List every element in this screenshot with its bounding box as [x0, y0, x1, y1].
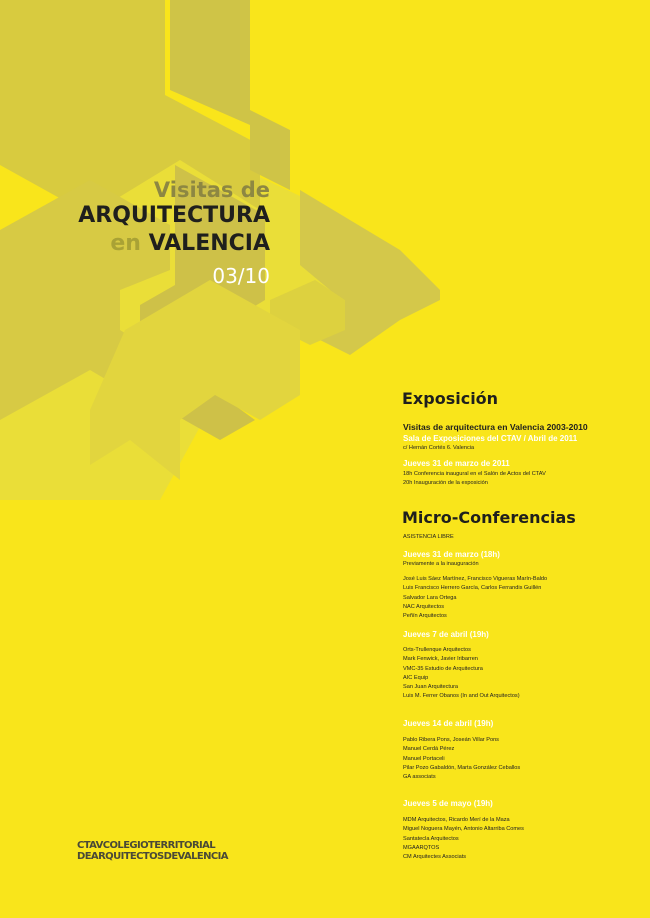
session-item: Luis M. Ferrer Obanos (In and Out Arquitectos)	[403, 693, 520, 700]
title-arquitectura: ARQUITECTURA	[78, 203, 270, 228]
session-item: Manuel Cerdá Pérez	[403, 746, 455, 753]
session-item: Pablo Ribera Pons, Joseán Villar Pons	[403, 737, 499, 743]
session-item: Luis Francisco Herrero García, Carlos Ferrandis Guillén	[403, 585, 542, 592]
session-item: José Luis Sáez Martínez, Francisco Vigueras Marín-Baldo	[403, 576, 548, 582]
session-item: Manuel Portaceli	[403, 755, 445, 762]
exposicion-heading: Exposición	[402, 389, 499, 408]
title-en-valencia	[110, 231, 270, 256]
session-item: AIC Equip	[403, 674, 429, 681]
ctav-logo	[77, 840, 228, 862]
title-en: en	[110, 231, 141, 256]
session-item: Peñín Arquitectos	[403, 613, 447, 620]
exposicion-date: Jueves 31 de marzo de 2011	[403, 459, 510, 468]
micro-heading: Micro-Conferencias	[402, 508, 576, 527]
session-item: MGAARQTOS	[403, 844, 440, 851]
title-date: 03/10	[212, 264, 270, 288]
micro-note: ASISTENCIA LIBRE	[403, 534, 454, 540]
logo-line: DEARQUITECTOSDEVALENCIA	[77, 851, 228, 862]
title-visitas-de: Visitas de	[153, 178, 270, 202]
session-date: Jueves 5 de mayo (19h)	[403, 799, 493, 808]
title-valencia: VALENCIA	[148, 231, 270, 256]
session-item: Salvador Lara Ortega	[403, 594, 457, 601]
session-item: VMC-35 Estudio de Arquitectura	[403, 665, 483, 672]
session-item: CM Arquitectes Associats	[403, 854, 467, 861]
session-sub: Previamente a la inauguración	[403, 561, 479, 567]
session-item: Mark Fenwick, Javier Iribarren	[403, 656, 478, 663]
session-item: San Juan Arquitectura	[403, 684, 459, 691]
session-item: MDM Arquitectos, Ricardo Merí de la Maza	[403, 817, 510, 823]
session-date: Jueves 14 de abril (19h)	[403, 719, 494, 728]
exposicion-line: 20h Inauguración de la exposición	[403, 480, 488, 486]
session-list	[403, 816, 524, 862]
session-item: GA associats	[403, 774, 436, 781]
exposicion-subtitle: Visitas de arquitectura en Valencia 2003-2010	[403, 422, 588, 432]
exposicion-section	[402, 389, 647, 408]
session-date: Jueves 31 de marzo (18h)	[403, 550, 500, 559]
session-list	[403, 575, 547, 621]
session-item: NAC Arquitectos	[403, 603, 445, 610]
exposicion-venue: Sala de Exposiciones del CTAV / Abril de 2011	[403, 434, 578, 443]
logo-line: CTAVCOLEGIOTERRITORIAL	[77, 840, 216, 851]
session-list	[403, 736, 520, 782]
session-date: Jueves 7 de abril (19h)	[403, 630, 489, 639]
session-item: Pilar Pozo Gabaldón, Marta González Ceballos	[403, 764, 521, 771]
exposicion-address: c/ Hernán Cortés 6. Valencia	[403, 445, 475, 451]
exposicion-line: 18h Conferencia inaugural en el Salón de Actos del CTAV	[403, 471, 546, 477]
session-item: Orts-Trullenque Arquitectos	[403, 647, 471, 653]
session-item: Santatecla Arquitectos	[403, 835, 459, 842]
session-item: Miguel Noguera Mayén, Antonio Altarriba Comes	[403, 826, 524, 833]
session-list	[403, 646, 520, 702]
